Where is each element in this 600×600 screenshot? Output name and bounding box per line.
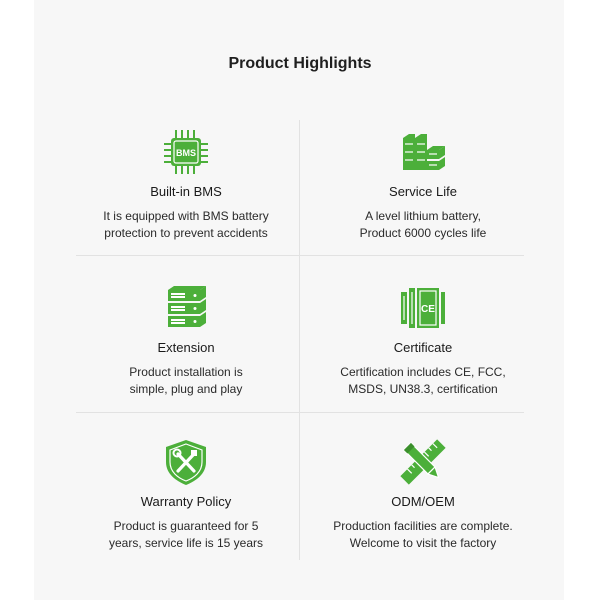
feature-service-life (311, 128, 535, 242)
feature-extension (74, 284, 298, 398)
bms-chip-icon (162, 128, 210, 176)
feature-description (74, 364, 298, 398)
feature-name: Warranty Policy (140, 494, 232, 509)
feature-name: Service Life (389, 184, 457, 199)
ce-badge-label: CE (421, 304, 435, 315)
ce-certificate-icon (399, 284, 447, 332)
feature-description-line: Product is guaranteed for 5 (113, 519, 259, 533)
feature-built-in-bms (74, 128, 298, 242)
feature-name: Extension (157, 340, 215, 355)
feature-name: ODM/OEM (391, 494, 455, 509)
feature-description-line: Product 6000 cycles life (359, 226, 487, 240)
feature-certificate (311, 284, 535, 398)
grid-divider-horizontal-1 (76, 255, 524, 256)
feature-description (74, 208, 298, 242)
feature-description-line: Product installation is (129, 365, 243, 379)
feature-description-line: Production facilities are complete. (333, 519, 513, 533)
feature-description-line: MSDS, UN38.3, certification (348, 382, 498, 396)
bms-chip-label: BMS (176, 148, 196, 158)
page-title: Product Highlights (228, 55, 372, 72)
feature-description-line: years, service life is 15 years (108, 536, 264, 550)
feature-description (74, 518, 298, 552)
server-rack-icon (162, 284, 210, 332)
feature-description (311, 208, 535, 242)
feature-description (311, 364, 535, 398)
shield-tools-icon (162, 438, 210, 486)
feature-description-line: It is equipped with BMS battery (103, 209, 269, 223)
feature-description-line: simple, plug and play (129, 382, 243, 396)
grid-divider-vertical (299, 120, 300, 560)
pencil-ruler-icon (399, 438, 447, 486)
feature-name: Certificate (393, 340, 453, 355)
battery-stack-icon (399, 128, 447, 176)
feature-description-line: Certification includes CE, FCC, (340, 365, 506, 379)
feature-odm-oem (311, 438, 535, 552)
feature-warranty-policy (74, 438, 298, 552)
feature-name: Built-in BMS (150, 184, 222, 199)
feature-description-line: protection to prevent accidents (104, 226, 268, 240)
feature-description-line: A level lithium battery, (365, 209, 481, 223)
grid-divider-horizontal-2 (76, 412, 524, 413)
feature-description (311, 518, 535, 552)
feature-description-line: Welcome to visit the factory (349, 536, 497, 550)
